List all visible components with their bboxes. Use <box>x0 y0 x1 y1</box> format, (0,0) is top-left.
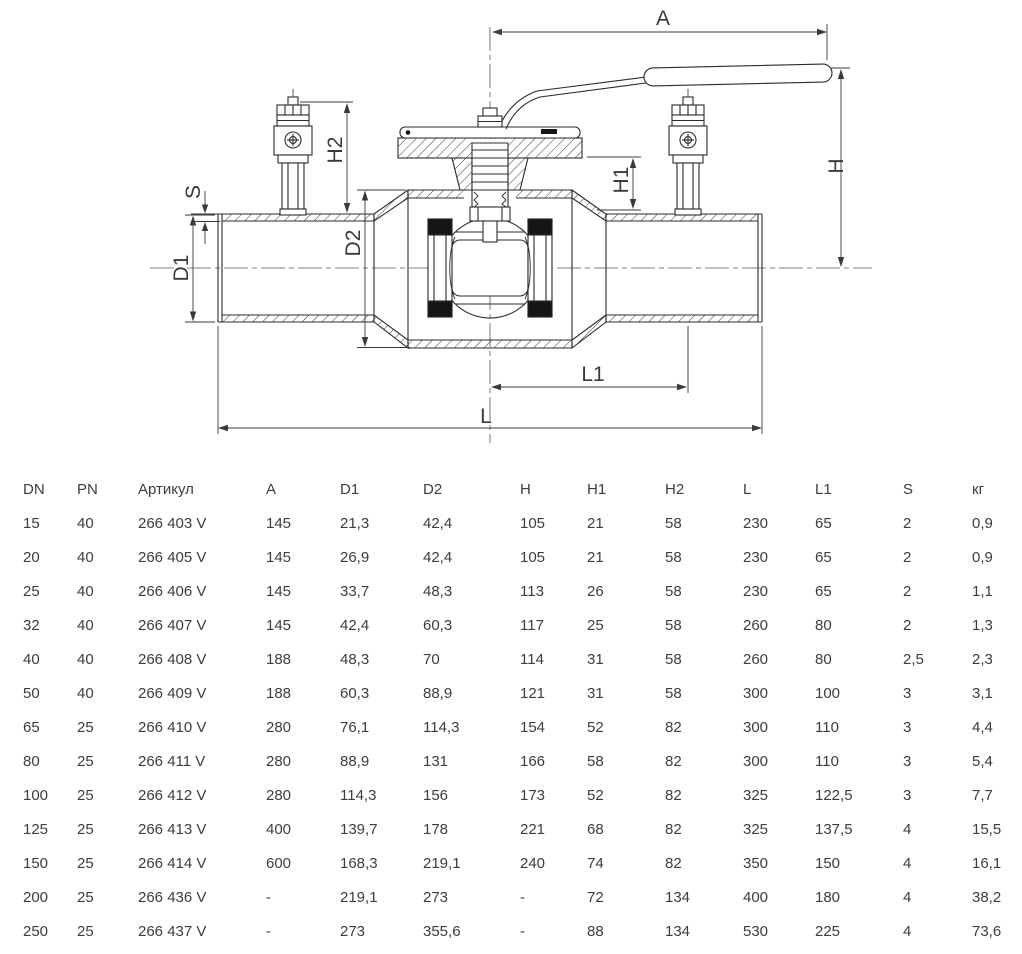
dimension-label-h2: H2 <box>324 136 347 164</box>
table-cell: 173 <box>520 786 546 804</box>
table-row <box>0 914 1022 948</box>
table-cell: 4 <box>903 922 912 940</box>
table-cell: 168,3 <box>340 854 378 872</box>
header-cell: D2 <box>423 480 443 498</box>
table-cell: 2,3 <box>972 650 993 668</box>
handle-grip <box>644 64 832 86</box>
header-cell: L1 <box>815 480 832 498</box>
table-cell: 58 <box>665 650 682 668</box>
table-cell: 273 <box>340 922 366 940</box>
table-cell: 76,1 <box>340 718 370 736</box>
table-cell: 3 <box>903 752 912 770</box>
header-cell: H1 <box>587 480 607 498</box>
table-cell: - <box>520 922 525 940</box>
table-cell: 15,5 <box>972 820 1002 838</box>
table-cell: 266 413 V <box>138 820 207 838</box>
table-cell: 82 <box>665 854 682 872</box>
table-cell: 31 <box>587 650 604 668</box>
table-cell: 25 <box>77 922 94 940</box>
table-cell: 221 <box>520 820 546 838</box>
table-cell: 266 403 V <box>138 514 207 532</box>
table-cell: 122,5 <box>815 786 853 804</box>
table-row <box>0 710 1022 744</box>
table-cell: 42,4 <box>340 616 370 634</box>
table-cell: 137,5 <box>815 820 853 838</box>
table-cell: 21 <box>587 514 604 532</box>
dimension-label-d2: D2 <box>342 229 365 257</box>
table-cell: 31 <box>587 684 604 702</box>
table-cell: 48,3 <box>423 582 453 600</box>
dimension-lines <box>185 24 850 434</box>
table-cell: 150 <box>815 854 841 872</box>
table-row <box>0 778 1022 812</box>
table-cell: 273 <box>423 888 449 906</box>
table-cell: 58 <box>665 684 682 702</box>
bleed-valve-left <box>274 89 312 215</box>
table-cell: 48,3 <box>340 650 370 668</box>
table-cell: 266 407 V <box>138 616 207 634</box>
header-cell: PN <box>77 480 98 498</box>
table-cell: 25 <box>77 888 94 906</box>
dimension-label-h1: H1 <box>610 166 633 194</box>
table-cell: 105 <box>520 548 546 566</box>
dimension-label-l1: L1 <box>581 363 605 386</box>
table-row <box>0 744 1022 778</box>
table-cell: 266 412 V <box>138 786 207 804</box>
header-cell: DN <box>23 480 45 498</box>
table-cell: 266 414 V <box>138 854 207 872</box>
table-cell: 58 <box>665 582 682 600</box>
table-cell: 50 <box>23 684 40 702</box>
table-cell: 26 <box>587 582 604 600</box>
table-cell: 113 <box>520 582 544 600</box>
table-cell: 25 <box>77 786 94 804</box>
table-cell: 80 <box>815 616 832 634</box>
table-cell: 131 <box>423 752 449 770</box>
table-cell: - <box>266 888 271 906</box>
handle <box>400 64 832 138</box>
dimension-label-h: H <box>825 158 848 174</box>
table-cell: 25 <box>77 854 94 872</box>
table-cell: 88,9 <box>423 684 453 702</box>
table-cell: 266 408 V <box>138 650 207 668</box>
table-cell: 15 <box>23 514 40 532</box>
header-cell: S <box>903 480 914 498</box>
table-cell: 5,4 <box>972 752 993 770</box>
stem-nut <box>483 108 497 116</box>
table-cell: 240 <box>520 854 546 872</box>
table-cell: 3 <box>903 718 912 736</box>
dimension-table <box>0 472 1022 948</box>
table-cell: 134 <box>665 922 691 940</box>
table-cell: 178 <box>423 820 449 838</box>
table-cell: 32 <box>23 616 40 634</box>
table-cell: 145 <box>266 514 292 532</box>
valve-technical-drawing <box>0 0 1022 470</box>
table-cell: 82 <box>665 718 682 736</box>
table-cell: 20 <box>23 548 40 566</box>
table-cell: 230 <box>743 514 769 532</box>
table-cell: - <box>266 922 271 940</box>
table-cell: 300 <box>743 752 769 770</box>
table-cell: 21,3 <box>340 514 370 532</box>
header-cell: H2 <box>665 480 685 498</box>
table-cell: 40 <box>77 616 94 634</box>
table-cell: 74 <box>587 854 604 872</box>
header-cell: A <box>266 480 277 498</box>
table-cell: 2 <box>903 548 912 566</box>
table-cell: 65 <box>23 718 40 736</box>
table-cell: 80 <box>815 650 832 668</box>
table-cell: 7,7 <box>972 786 993 804</box>
table-cell: - <box>520 888 525 906</box>
table-cell: 40 <box>77 684 94 702</box>
table-cell: 40 <box>23 650 40 668</box>
table-row <box>0 642 1022 676</box>
table-cell: 266 406 V <box>138 582 207 600</box>
table-cell: 42,4 <box>423 548 453 566</box>
table-body <box>0 506 1022 948</box>
table-cell: 58 <box>665 548 682 566</box>
dimension-label-s: S <box>182 184 205 200</box>
table-cell: 60,3 <box>340 684 370 702</box>
table-row <box>0 880 1022 914</box>
table-cell: 25 <box>23 582 40 600</box>
table-row <box>0 676 1022 710</box>
table-cell: 114 <box>520 650 544 668</box>
table-cell: 40 <box>77 650 94 668</box>
table-row <box>0 846 1022 880</box>
table-cell: 260 <box>743 616 769 634</box>
table-cell: 325 <box>743 820 769 838</box>
table-cell: 58 <box>587 752 604 770</box>
table-cell: 38,2 <box>972 888 1002 906</box>
seat-left <box>428 219 455 317</box>
table-cell: 4 <box>903 854 912 872</box>
table-cell: 2 <box>903 514 912 532</box>
table-cell: 25 <box>587 616 604 634</box>
table-cell: 70 <box>423 650 440 668</box>
table-cell: 530 <box>743 922 769 940</box>
table-cell: 114,3 <box>423 718 460 736</box>
table-cell: 400 <box>266 820 292 838</box>
table-cell: 2 <box>903 582 912 600</box>
table-row <box>0 608 1022 642</box>
seat-right <box>525 219 552 317</box>
table-cell: 72 <box>587 888 604 906</box>
table-cell: 42,4 <box>423 514 453 532</box>
table-cell: 250 <box>23 922 49 940</box>
table-cell: 260 <box>743 650 769 668</box>
table-cell: 25 <box>77 718 94 736</box>
table-cell: 121 <box>520 684 546 702</box>
dimension-label-a: A <box>655 7 671 30</box>
table-cell: 110 <box>815 718 839 736</box>
table-cell: 125 <box>23 820 49 838</box>
table-cell: 134 <box>665 888 691 906</box>
table-cell: 400 <box>743 888 769 906</box>
table-cell: 300 <box>743 718 769 736</box>
table-cell: 65 <box>815 582 832 600</box>
centerlines <box>150 27 872 443</box>
table-row <box>0 574 1022 608</box>
table-cell: 25 <box>77 752 94 770</box>
table-cell: 266 409 V <box>138 684 207 702</box>
table-cell: 68 <box>587 820 604 838</box>
table-cell: 145 <box>266 548 292 566</box>
table-cell: 40 <box>77 582 94 600</box>
table-cell: 82 <box>665 786 682 804</box>
table-cell: 1,1 <box>972 582 993 600</box>
table-cell: 88 <box>587 922 604 940</box>
table-cell: 82 <box>665 752 682 770</box>
table-cell: 58 <box>665 514 682 532</box>
table-cell: 350 <box>743 854 769 872</box>
table-cell: 188 <box>266 684 292 702</box>
ball-bore <box>452 240 528 296</box>
table-cell: 156 <box>423 786 449 804</box>
table-cell: 4 <box>903 820 912 838</box>
table-cell: 300 <box>743 684 769 702</box>
table-cell: 145 <box>266 616 292 634</box>
table-header-row <box>0 472 1022 506</box>
table-cell: 3 <box>903 786 912 804</box>
table-cell: 266 437 V <box>138 922 207 940</box>
table-cell: 145 <box>266 582 292 600</box>
table-cell: 114,3 <box>340 786 377 804</box>
header-cell: Артикул <box>138 480 194 498</box>
table-row <box>0 812 1022 846</box>
table-cell: 200 <box>23 888 49 906</box>
table-row <box>0 506 1022 540</box>
table-cell: 65 <box>815 548 832 566</box>
table-cell: 82 <box>665 820 682 838</box>
table-cell: 117 <box>520 616 544 634</box>
table-cell: 40 <box>77 514 94 532</box>
table-cell: 266 411 V <box>138 752 206 770</box>
table-cell: 3 <box>903 684 912 702</box>
table-cell: 154 <box>520 718 546 736</box>
table-cell: 0,9 <box>972 548 993 566</box>
header-cell: H <box>520 480 531 498</box>
table-cell: 40 <box>77 548 94 566</box>
dimension-label-d1: D1 <box>170 254 193 282</box>
table-cell: 180 <box>815 888 841 906</box>
table-cell: 139,7 <box>340 820 378 838</box>
table-cell: 80 <box>23 752 40 770</box>
table-cell: 33,7 <box>340 582 370 600</box>
table-cell: 21 <box>587 548 604 566</box>
table-cell: 219,1 <box>423 854 461 872</box>
table-cell: 280 <box>266 718 292 736</box>
stem <box>483 221 497 242</box>
handle-tube <box>500 77 646 125</box>
table-cell: 52 <box>587 786 604 804</box>
table-cell: 25 <box>77 820 94 838</box>
table-cell: 230 <box>743 582 769 600</box>
table-cell: 88,9 <box>340 752 370 770</box>
table-cell: 58 <box>665 616 682 634</box>
table-cell: 280 <box>266 786 292 804</box>
table-cell: 16,1 <box>972 854 1002 872</box>
table-cell: 600 <box>266 854 292 872</box>
table-cell: 100 <box>23 786 49 804</box>
bleed-valve-right <box>669 89 707 215</box>
table-cell: 266 410 V <box>138 718 207 736</box>
table-row <box>0 540 1022 574</box>
table-cell: 355,6 <box>423 922 461 940</box>
table-cell: 110 <box>815 752 839 770</box>
table-cell: 4,4 <box>972 718 993 736</box>
table-cell: 60,3 <box>423 616 453 634</box>
table-cell: 188 <box>266 650 292 668</box>
header-cell: кг <box>972 480 985 498</box>
table-cell: 52 <box>587 718 604 736</box>
table-cell: 219,1 <box>340 888 378 906</box>
table-cell: 3,1 <box>972 684 993 702</box>
table-cell: 325 <box>743 786 769 804</box>
table-cell: 266 405 V <box>138 548 207 566</box>
table-cell: 166 <box>520 752 546 770</box>
table-cell: 26,9 <box>340 548 370 566</box>
table-cell: 225 <box>815 922 841 940</box>
table-cell: 73,6 <box>972 922 1002 940</box>
table-cell: 0,9 <box>972 514 993 532</box>
table-cell: 2 <box>903 616 912 634</box>
table-cell: 4 <box>903 888 912 906</box>
table-cell: 266 436 V <box>138 888 207 906</box>
header-cell: L <box>743 480 752 498</box>
table-cell: 150 <box>23 854 49 872</box>
header-cell: D1 <box>340 480 360 498</box>
dimension-label-l: L <box>480 405 492 428</box>
table-cell: 1,3 <box>972 616 993 634</box>
table-cell: 65 <box>815 514 832 532</box>
table-cell: 2,5 <box>903 650 924 668</box>
table-cell: 105 <box>520 514 546 532</box>
table-cell: 100 <box>815 684 841 702</box>
table-cell: 280 <box>266 752 292 770</box>
table-cell: 230 <box>743 548 769 566</box>
